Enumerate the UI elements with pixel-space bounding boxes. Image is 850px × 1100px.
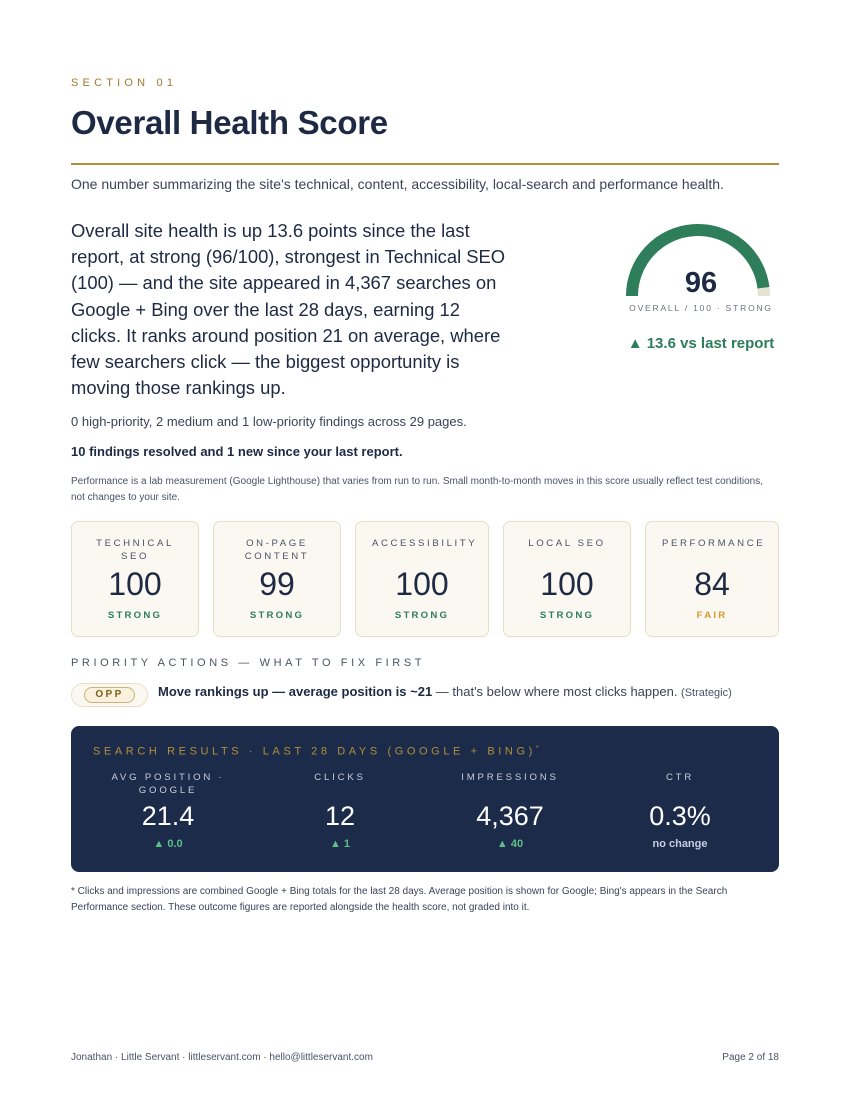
- metric-label: CLICKS: [314, 772, 366, 783]
- section-subtitle: One number summarizing the site's technical, content, accessibility, local-search and performance health.: [71, 176, 724, 192]
- search-results-heading: [93, 745, 539, 758]
- card-accessibility: [355, 521, 489, 637]
- card-status: FAIR: [696, 610, 728, 621]
- metric-clicks: [265, 771, 415, 850]
- page-number: Page 2 of 18: [722, 1052, 779, 1063]
- search-results-heading-text: SEARCH RESULTS · LAST 28 DAYS (GOOGLE + BING): [93, 745, 536, 758]
- metric-change: ▲ 40: [496, 838, 524, 850]
- action-description: — that's below where most clicks happen.: [432, 684, 682, 699]
- metric-change: ▲ 1: [329, 838, 351, 850]
- card-label: ON-PAGE CONTENT: [244, 538, 310, 562]
- report-page: [71, 0, 779, 1100]
- card-label: PERFORMANCE: [662, 538, 766, 549]
- card-score: 84: [694, 566, 730, 602]
- card-score: 99: [259, 566, 295, 602]
- metric-value: 12: [324, 801, 356, 831]
- card-status: STRONG: [249, 610, 305, 621]
- metric-value: 4,367: [476, 801, 544, 831]
- card-status: STRONG: [107, 610, 163, 621]
- title-divider: [71, 163, 779, 165]
- metric-label: CTR: [665, 772, 695, 783]
- card-score: 100: [108, 566, 162, 602]
- gauge-caption: OVERALL / 100 · STRONG: [629, 303, 773, 313]
- footer-contact: Jonathan · Little Servant · littleservant.com · hello@littleservant.com: [71, 1052, 373, 1063]
- health-gauge: [623, 222, 779, 362]
- findings-summary: 0 high-priority, 2 medium and 1 low-priority findings across 29 pages.: [71, 414, 467, 429]
- metric-label: AVG POSITION · GOOGLE: [111, 772, 225, 796]
- card-score: 100: [540, 566, 594, 602]
- section-eyebrow: SECTION 01: [71, 77, 178, 89]
- search-results-footnote: * Clicks and impressions are combined Google + Bing totals for the last 28 days. Average position is shown for Google; Bing's appears in the Search Performance section. These outcome figures are reported alongside the health score, not graded into it.: [71, 886, 728, 913]
- card-label: LOCAL SEO: [528, 538, 606, 549]
- card-local-seo: [503, 521, 631, 637]
- card-score: 100: [395, 566, 449, 602]
- card-on-page-content: [213, 521, 341, 637]
- card-performance: [645, 521, 779, 637]
- card-status: STRONG: [539, 610, 595, 621]
- card-label: ACCESSIBILITY: [372, 538, 478, 549]
- opportunity-badge-label: OPP: [84, 687, 135, 703]
- summary-lead: Overall site health is up 13.6 points since the last report, at strong (96/100), strongest in Technical SEO (100) — and the site appeared in 4,367 searches on Google + Bing over the last 28 days, earning 12 clicks. It ranks around position 21 on average, where few searchers click — the biggest opportunity is moving those rankings up.: [71, 220, 506, 399]
- priority-heading: PRIORITY ACTIONS — WHAT TO FIX FIRST: [71, 657, 426, 669]
- search-results-panel: [71, 726, 779, 872]
- performance-note: Performance is a lab measurement (Google Lighthouse) that varies from run to run. Small month-to-month moves in this score usually reflect test conditions, not changes to your site.: [71, 476, 763, 503]
- metric-label: IMPRESSIONS: [461, 772, 559, 783]
- card-status: STRONG: [394, 610, 450, 621]
- metric-change: no change: [652, 838, 708, 850]
- gauge-score: 96: [684, 267, 718, 299]
- action-title: Move rankings up — average position is ~21: [158, 684, 433, 699]
- opportunity-badge: [71, 683, 148, 707]
- action-tag: (Strategic): [681, 687, 732, 699]
- footnote-marker: *: [535, 745, 539, 752]
- card-label: TECHNICAL SEO: [96, 538, 174, 562]
- metric-value: 21.4: [141, 801, 195, 831]
- page-title: Overall Health Score: [71, 104, 388, 141]
- priority-action: [158, 684, 732, 699]
- card-technical-seo: [71, 521, 199, 637]
- metric-change: ▲ 0.0: [153, 838, 183, 850]
- category-cards: [71, 521, 779, 637]
- resolved-summary: 10 findings resolved and 1 new since your last report.: [71, 444, 403, 459]
- metric-ctr: [605, 771, 755, 850]
- metric-value: 0.3%: [649, 801, 711, 831]
- metric-impressions: [435, 771, 585, 850]
- score-delta: ▲ 13.6 vs last report: [627, 335, 775, 352]
- metric-avg-position: [93, 771, 243, 850]
